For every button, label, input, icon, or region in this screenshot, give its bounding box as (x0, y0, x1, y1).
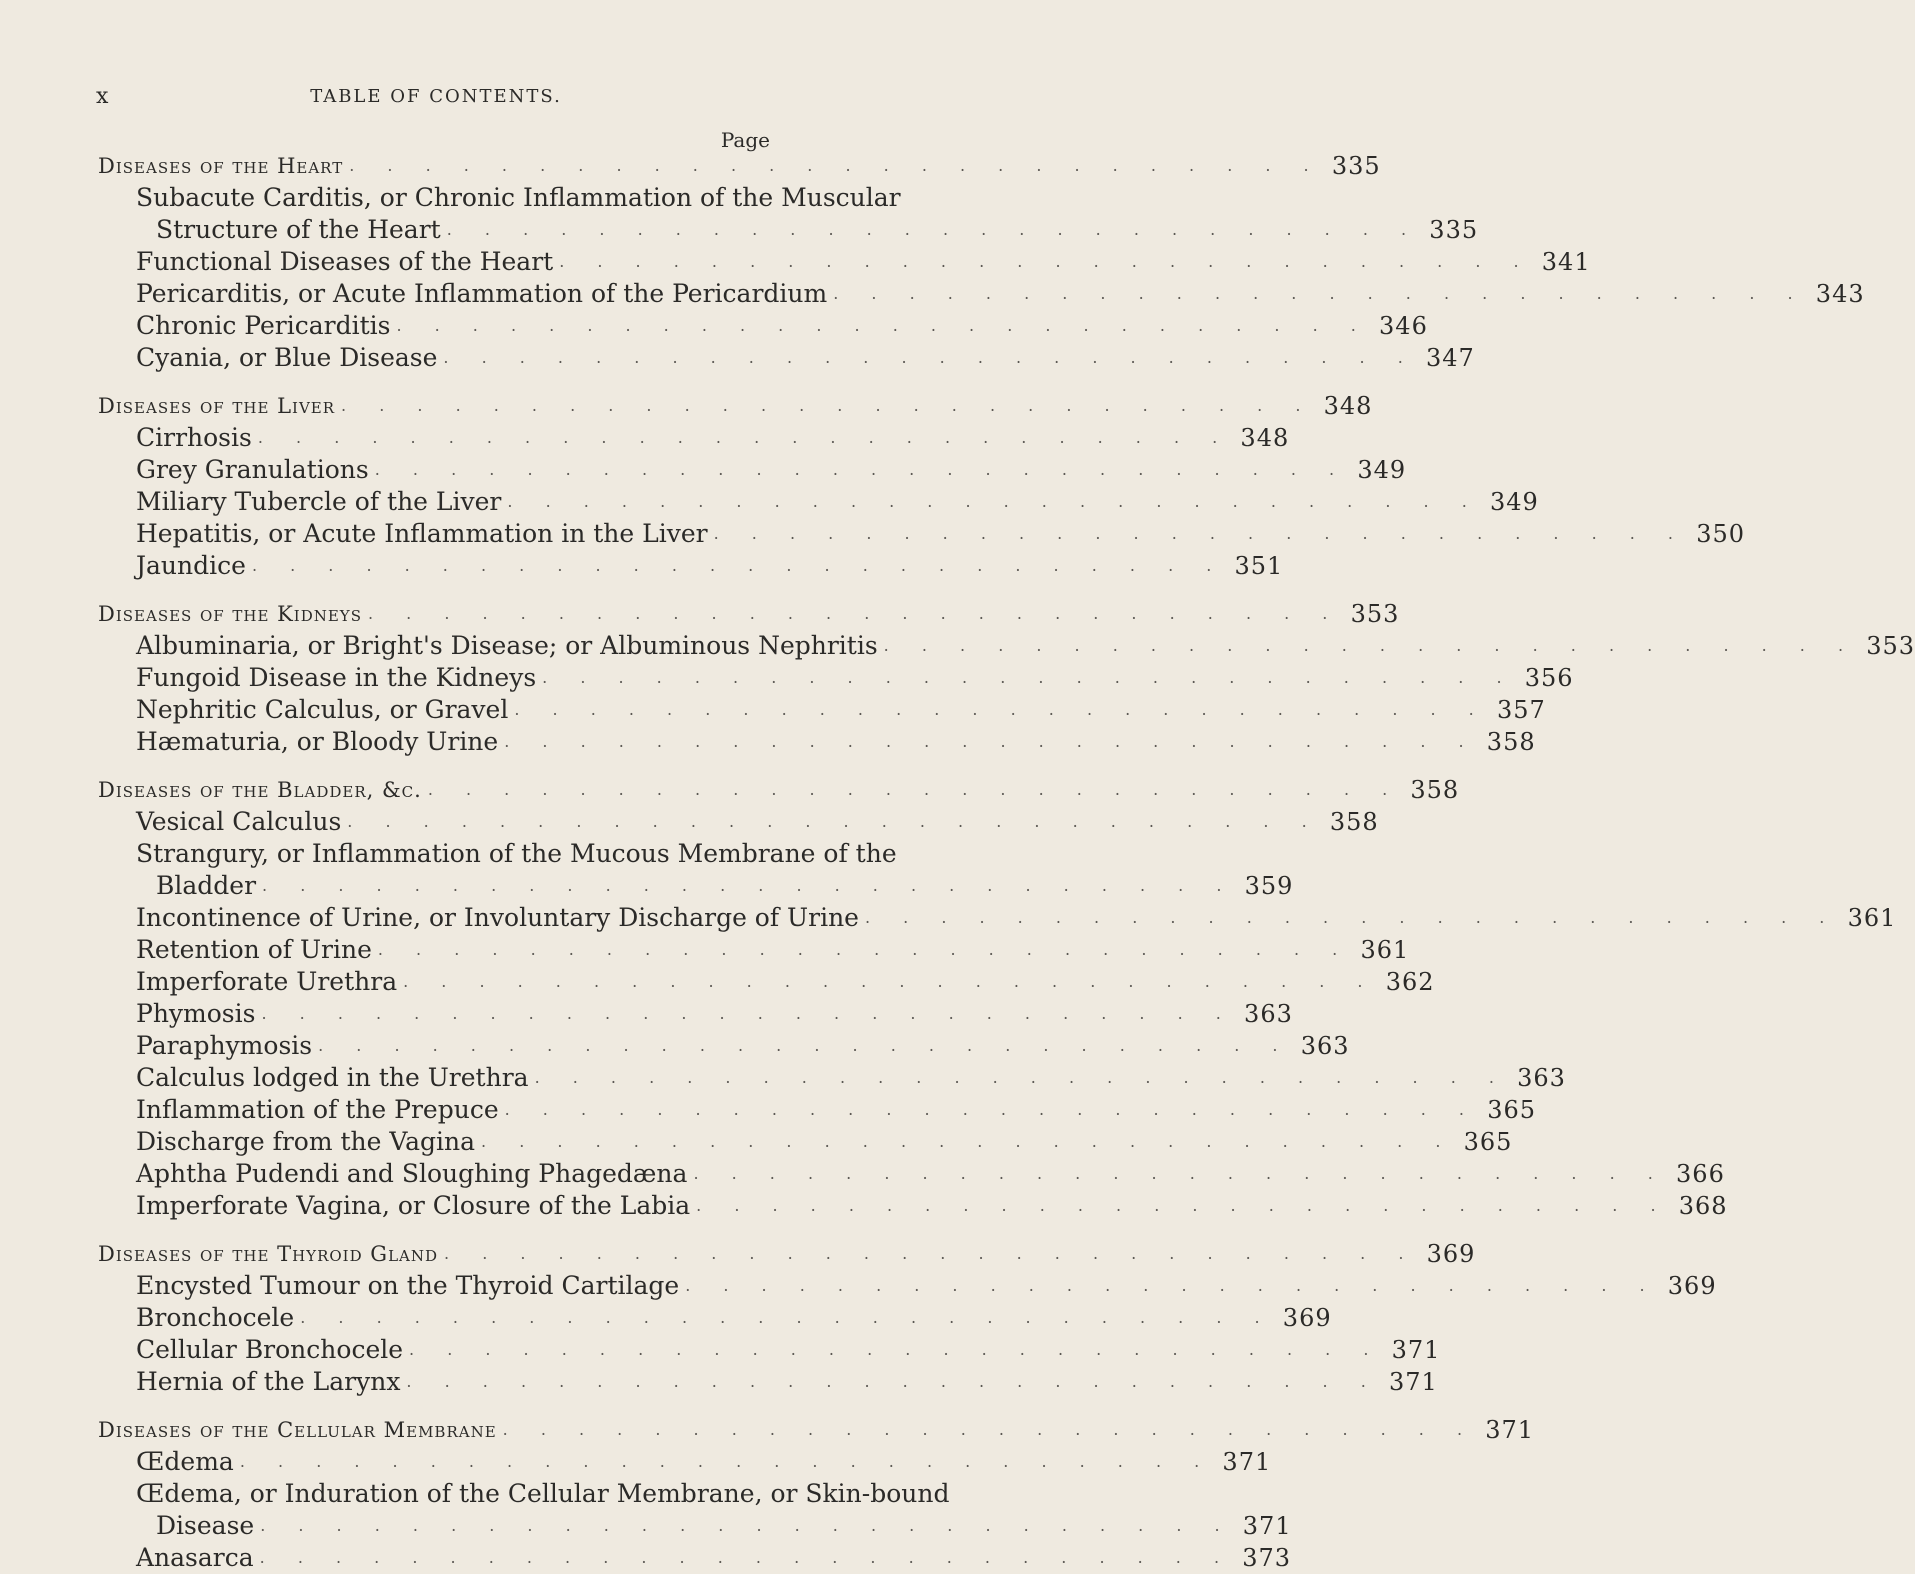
contents-entry-title: Hepatitis, or Acute Inflammation in the Liver (136, 519, 708, 548)
dot-leader: . . . . . . . . . . . . . . . . . . . . . . . . . . (239, 1452, 1214, 1471)
dot-leader: . . . . . . . . . . . . . . . . . . . . . . . . . . (427, 780, 1402, 799)
dot-leader: . . . . . . . . . . . . . . . . . . . . . . . . . . (341, 396, 1315, 415)
dot-leader: . . . . . . . . . . . . . . . . . . . . . . . . . . (377, 940, 1352, 959)
dot-leader: . . . . . . . . . . . . . . . . . . . . . . . . . . (260, 1516, 1234, 1535)
contents-entry-page-number: 358 (1486, 728, 1536, 756)
contents-entry-title: Vesical Calculus (136, 807, 342, 836)
contents-entry-title: Encysted Tumour on the Thyroid Cartilage (136, 1271, 680, 1300)
contents-entry-page-number: 371 (1222, 1448, 1272, 1476)
contents-entry-page-number: 343 (1815, 280, 1865, 308)
contents-entry-title: Fungoid Disease in the Kidneys (136, 663, 537, 692)
dot-leader: . . . . . . . . . . . . . . . . . . . . . . . . . . (504, 1100, 1479, 1119)
contents-entry-page-number: 357 (1496, 696, 1546, 724)
dot-leader: . . . . . . . . . . . . . . . . . . . . . . . . . . (864, 908, 1839, 927)
contents-entry-page-number: 371 (1242, 1512, 1292, 1540)
contents-entry (98, 1366, 1438, 1398)
contents-entry-page-number: 369 (1282, 1304, 1332, 1332)
dot-leader: . . . . . . . . . . . . . . . . . . . . . . . . . . (409, 1340, 1383, 1359)
contents-entry (98, 870, 1294, 902)
dot-leader: . . . . . . . . . . . . . . . . . . . . . . . . . . (262, 876, 1236, 895)
contents-entry (98, 1542, 1292, 1574)
section-heading-page-number: 348 (1323, 392, 1373, 420)
contents-entry (98, 1478, 950, 1510)
contents-entry (98, 1126, 1513, 1158)
contents-entry-title: Œdema (136, 1447, 234, 1476)
section-heading-title: Diseases of the Kidneys (98, 602, 362, 626)
contents-entry-title: Incontinence of Urine, or Involuntary Discharge of Urine (136, 903, 859, 932)
dot-leader: . . . . . . . . . . . . . . . . . . . . . . . . . . (251, 556, 1226, 575)
contents-entry-title: Grey Granulations (136, 455, 369, 484)
contents-entry-page-number: 368 (1678, 1192, 1728, 1220)
contents-entry-title: Albuminaria, or Bright's Disease; or Albuminous Nephritis (136, 631, 878, 660)
contents-entry-title: Cellular Bronchocele (136, 1335, 404, 1364)
contents-entry (98, 998, 1293, 1030)
dot-leader: . . . . . . . . . . . . . . . . . . . . . . . . . . (300, 1308, 1274, 1327)
dot-leader: . . . . . . . . . . . . . . . . . . . . . . . . . . (504, 732, 1478, 751)
page-column-label: Page (720, 128, 770, 152)
dot-leader: . . . . . . . . . . . . . . . . . . . . . . . . . . (446, 220, 1421, 239)
contents-entry (98, 806, 1379, 838)
contents-entry (98, 214, 1479, 246)
contents-entry-title: Nephritic Calculus, or Gravel (136, 695, 509, 724)
contents-entry (98, 934, 1410, 966)
contents-entry-title: Anasarca (136, 1543, 254, 1572)
contents-entry-page-number: 371 (1389, 1368, 1438, 1396)
contents-entry (98, 342, 1475, 374)
contents-entry (98, 454, 1407, 486)
dot-leader: . . . . . . . . . . . . . . . . . . . . . . . . . . (514, 700, 1488, 719)
contents-entry (98, 1302, 1332, 1334)
contents-entry-page-number: 349 (1357, 456, 1407, 484)
dot-leader: . . . . . . . . . . . . . . . . . . . . . . . . . . (367, 604, 1342, 623)
running-title: TABLE OF CONTENTS. (310, 86, 562, 107)
contents-entry (98, 966, 1435, 998)
contents-entry-page-number: 369 (1667, 1272, 1717, 1300)
contents-entry-title: Discharge from the Vagina (136, 1127, 476, 1156)
section-heading-page-number: 353 (1350, 600, 1400, 628)
contents-entry-title: Cirrhosis (136, 423, 252, 452)
contents-entry-page-number: 350 (1696, 520, 1746, 548)
dot-leader: . . . . . . . . . . . . . . . . . . . . . . . . . . (374, 460, 1349, 479)
dot-leader: . . . . . . . . . . . . . . . . . . . . . . . . . . (693, 1164, 1667, 1183)
dot-leader: . . . . . . . . . . . . . . . . . . . . . . . . . . (396, 316, 1370, 335)
dot-leader: . . . . . . . . . . . . . . . . . . . . . . . . . . (685, 1276, 1659, 1295)
contents-entry (98, 422, 1290, 454)
dot-leader: . . . . . . . . . . . . . . . . . . . . . . . . . . (883, 636, 1858, 655)
contents-entry (98, 246, 1591, 278)
contents-entry-page-number: 361 (1847, 904, 1897, 932)
contents-entry (98, 1510, 1292, 1542)
running-head (96, 84, 776, 110)
contents-entry-title: Bronchocele (136, 1303, 295, 1332)
contents-entry (98, 1190, 1728, 1222)
contents-entry-page-number: 365 (1487, 1096, 1537, 1124)
contents-entry (98, 1158, 1725, 1190)
contents-entry-page-number: 349 (1489, 488, 1539, 516)
contents-entry-title: Bladder (156, 871, 257, 900)
contents-entry-page-number: 351 (1234, 552, 1284, 580)
contents-entry-page-number: 348 (1240, 424, 1290, 452)
section-heading (98, 1414, 1535, 1446)
contents-entry-title: Œdema, or Induration of the Cellular Membrane, or Skin-bound (136, 1479, 950, 1508)
contents-entry-title: Cyania, or Blue Disease (136, 343, 438, 372)
contents-entry-page-number: 362 (1385, 968, 1435, 996)
contents-entry-page-number: 373 (1242, 1544, 1292, 1572)
contents-entry-title: Strangury, or Inflammation of the Mucous Membrane of the (136, 839, 897, 868)
section-heading-title: Diseases of the Heart (98, 154, 344, 178)
dot-leader: . . . . . . . . . . . . . . . . . . . . . . . . . . (507, 492, 1481, 511)
dot-leader: . . . . . . . . . . . . . . . . . . . . . . . . . . (534, 1068, 1508, 1087)
section-heading-page-number: 335 (1331, 152, 1381, 180)
contents-entry-page-number: 363 (1517, 1064, 1566, 1092)
contents-entry-page-number: 359 (1244, 872, 1294, 900)
contents-entry-title: Hæmaturia, or Bloody Urine (136, 727, 499, 756)
section-heading (98, 1238, 1476, 1270)
contents-entry-title: Miliary Tubercle of the Liver (136, 487, 502, 516)
section-heading (98, 390, 1373, 422)
contents-entry (98, 902, 1897, 934)
contents-entry-page-number: 371 (1391, 1336, 1441, 1364)
section-heading-title: Diseases of the Thyroid Gland (98, 1242, 439, 1266)
dot-leader: . . . . . . . . . . . . . . . . . . . . . . . . . . (257, 428, 1232, 447)
contents-entry (98, 550, 1284, 582)
dot-leader: . . . . . . . . . . . . . . . . . . . . . . . . . . (559, 252, 1533, 271)
contents-entry-page-number: 365 (1463, 1128, 1513, 1156)
contents-entry (98, 1270, 1717, 1302)
contents-entry-title: Functional Diseases of the Heart (136, 247, 554, 276)
contents-entry-title: Retention of Urine (136, 935, 372, 964)
contents-list (98, 150, 1915, 1574)
contents-entry (98, 486, 1539, 518)
contents-entry-title: Calculus lodged in the Urethra (136, 1063, 529, 1092)
section-heading-page-number: 358 (1410, 776, 1460, 804)
contents-entry-page-number: 341 (1541, 248, 1591, 276)
dot-leader: . . . . . . . . . . . . . . . . . . . . . . . . . . (347, 812, 1321, 831)
folio-roman-numeral: x (96, 84, 109, 109)
dot-leader: . . . . . . . . . . . . . . . . . . . . . . . . . . (502, 1420, 1477, 1439)
contents-entry (98, 518, 1746, 550)
contents-entry (98, 278, 1865, 310)
dot-leader: . . . . . . . . . . . . . . . . . . . . . . . . . . (713, 524, 1688, 543)
dot-leader: . . . . . . . . . . . . . . . . . . . . . . . . . . (443, 348, 1417, 367)
dot-leader: . . . . . . . . . . . . . . . . . . . . . . . . . . (349, 156, 1323, 175)
contents-entry-title: Pericarditis, or Acute Inflammation of the Pericardium (136, 279, 828, 308)
contents-entry-page-number: 356 (1524, 664, 1574, 692)
section-heading-page-number: 369 (1426, 1240, 1476, 1268)
contents-entry-page-number: 353 (1866, 632, 1915, 660)
contents-entry-page-number: 335 (1429, 216, 1479, 244)
dot-leader: . . . . . . . . . . . . . . . . . . . . . . . . . . (259, 1548, 1234, 1567)
contents-entry-title: Subacute Carditis, or Chronic Inflammation of the Muscular (136, 183, 901, 212)
contents-entry (98, 630, 1915, 662)
contents-entry-title: Imperforate Vagina, or Closure of the Labia (136, 1191, 691, 1220)
contents-entry-title: Paraphymosis (136, 1031, 313, 1060)
contents-entry-page-number: 347 (1425, 344, 1475, 372)
section-heading-title: Diseases of the Liver (98, 394, 336, 418)
contents-entry-title: Hernia of the Larynx (136, 1367, 401, 1396)
contents-entry-page-number: 363 (1244, 1000, 1293, 1028)
dot-leader: . . . . . . . . . . . . . . . . . . . . . . . . . . (403, 972, 1377, 991)
contents-entry-title: Phymosis (136, 999, 256, 1028)
contents-entry (98, 1094, 1537, 1126)
section-heading (98, 150, 1381, 182)
dot-leader: . . . . . . . . . . . . . . . . . . . . . . . . . . (542, 668, 1516, 687)
dot-leader: . . . . . . . . . . . . . . . . . . . . . . . . . . (406, 1372, 1380, 1391)
contents-entry-title: Jaundice (136, 551, 246, 580)
dot-leader: . . . . . . . . . . . . . . . . . . . . . . . . . . (696, 1196, 1670, 1215)
contents-entry-page-number: 366 (1676, 1160, 1725, 1188)
contents-entry (98, 838, 897, 870)
dot-leader: . . . . . . . . . . . . . . . . . . . . . . . . . . (444, 1244, 1418, 1263)
contents-entry-title: Inflammation of the Prepuce (136, 1095, 499, 1124)
dot-leader: . . . . . . . . . . . . . . . . . . . . . . . . . . (318, 1036, 1292, 1055)
contents-entry (98, 1062, 1566, 1094)
section-heading (98, 774, 1460, 806)
contents-entry-title: Structure of the Heart (156, 215, 441, 244)
contents-entry-title: Imperforate Urethra (136, 967, 398, 996)
contents-entry-page-number: 361 (1360, 936, 1410, 964)
contents-entry-page-number: 346 (1379, 312, 1428, 340)
contents-entry-title: Aphtha Pudendi and Sloughing Phagedæna (136, 1159, 688, 1188)
contents-entry (98, 310, 1428, 342)
contents-entry-title: Disease (156, 1511, 255, 1540)
contents-entry (98, 662, 1574, 694)
section-heading-page-number: 371 (1485, 1416, 1535, 1444)
contents-entry-page-number: 358 (1329, 808, 1379, 836)
contents-entry (98, 726, 1536, 758)
contents-entry-title: Chronic Pericarditis (136, 311, 391, 340)
contents-entry (98, 1030, 1350, 1062)
contents-entry (98, 694, 1546, 726)
section-heading (98, 598, 1400, 630)
contents-entry (98, 1446, 1272, 1478)
dot-leader: . . . . . . . . . . . . . . . . . . . . . . . . . . (261, 1004, 1235, 1023)
contents-entry (98, 182, 901, 214)
dot-leader: . . . . . . . . . . . . . . . . . . . . . . . . . . (833, 284, 1807, 303)
dot-leader: . . . . . . . . . . . . . . . . . . . . . . . . . . (481, 1132, 1455, 1151)
section-heading-title: Diseases of the Cellular Membrane (98, 1418, 497, 1442)
contents-entry (98, 1334, 1441, 1366)
section-heading-title: Diseases of the Bladder, &c. (98, 778, 422, 802)
contents-entry-page-number: 363 (1300, 1032, 1350, 1060)
